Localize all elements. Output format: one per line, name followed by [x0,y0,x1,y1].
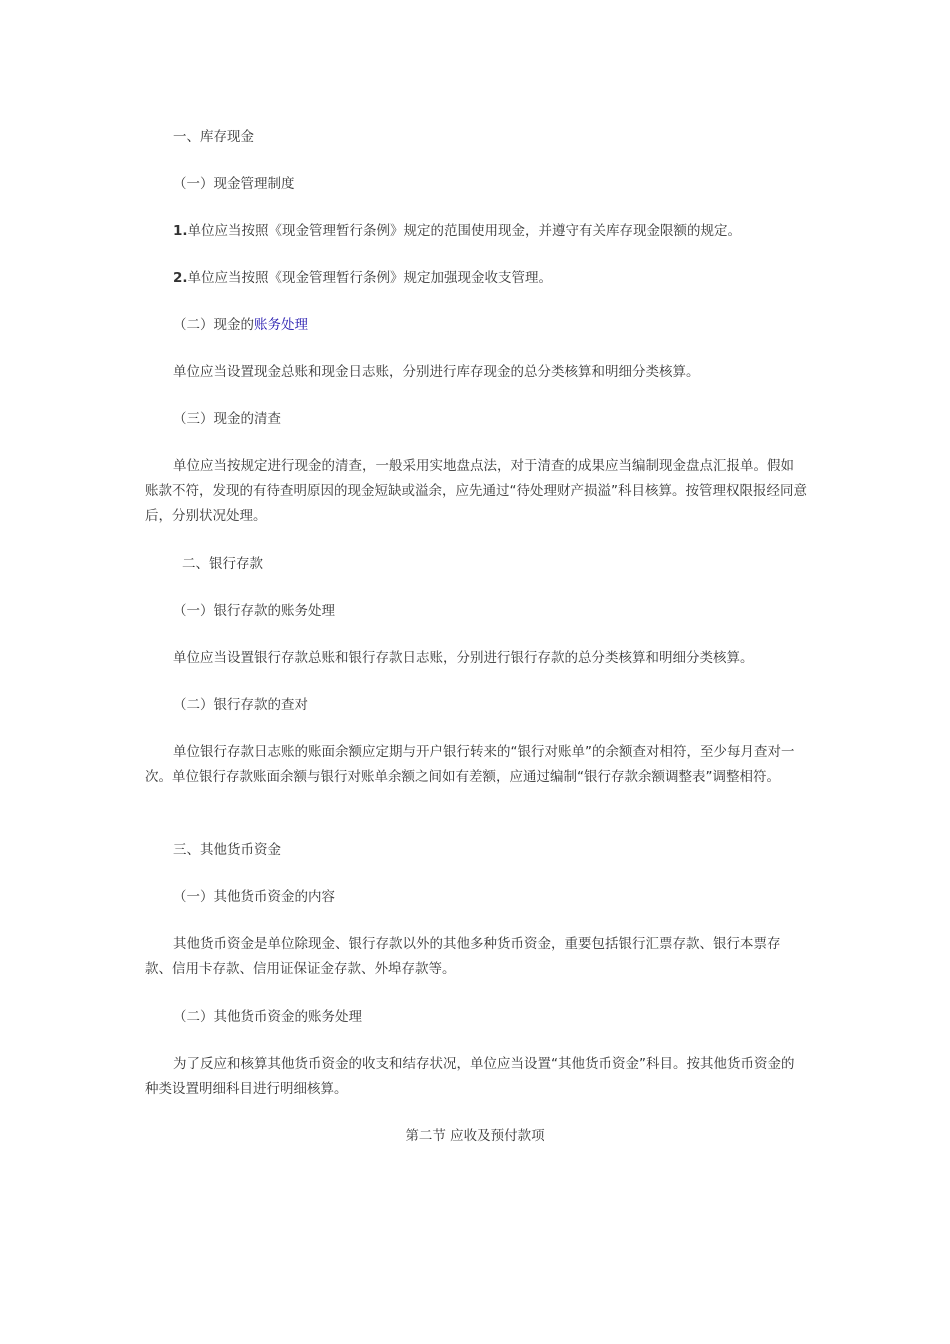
subheading-cash-accounting [173,315,308,335]
paragraph-bank-reconcile: 单位银行存款日志账的账面余额应定期与开户银行转来的“银行对账单”的余额查对相符，至少每月查对一次。单位银行存款账面余额与银行对账单余额之间如有差额，应通过编制“银行存款余额调整表”调整相符。 [145,744,795,785]
list-item-1 [173,221,741,241]
section-heading-bank: 二、银行存款 [182,556,263,572]
subheading-other-funds-content: （一）其他货币资金的内容 [173,889,335,905]
paragraph-other-funds-accounting: 为了反应和核算其他货币资金的收支和结存状况，单位应当设置“其他货币资金”科目。按其他货币资金的种类设置明细科目进行明细核算。 [145,1056,795,1097]
list-item-2 [173,268,552,288]
list-item-number: 2. [173,270,188,286]
subheading-prefix: （二）现金的 [173,317,254,333]
paragraph-bank-ledger: 单位应当设置银行存款总账和银行存款日志账，分别进行银行存款的总分类核算和明细分类核算。 [173,650,754,666]
subheading-cash-management: （一）现金管理制度 [173,176,295,192]
subheading-bank-accounting: （一）银行存款的账务处理 [173,603,335,619]
list-item-number: 1. [173,223,188,239]
next-section-title: 第二节 应收及预付款项 [405,1128,545,1144]
list-item-text: 单位应当按照《现金管理暂行条例》规定的范围使用现金，并遵守有关库存现金限额的规定。 [187,223,742,239]
accounting-link[interactable]: 账务处理 [254,317,308,333]
section-heading-other-funds: 三、其他货币资金 [173,842,281,858]
section-heading-cash: 一、库存现金 [173,129,254,145]
paragraph-cash-ledger: 单位应当设置现金总账和现金日志账，分别进行库存现金的总分类核算和明细分类核算。 [173,364,700,380]
paragraph-cash-check: 单位应当按规定进行现金的清查，一般采用实地盘点法，对于清查的成果应当编制现金盘点汇报单。假如账款不符，发现的有待查明原因的现金短缺或溢余，应先通过“待处理财产损溢”科目核算。按管理权限报经同意后，分别状况处理。 [145,458,807,524]
paragraph-other-funds-content: 其他货币资金是单位除现金、银行存款以外的其他多种货币资金，重要包括银行汇票存款、银行本票存款、信用卡存款、信用证保证金存款、外埠存款等。 [145,936,781,977]
subheading-cash-check: （三）现金的清查 [173,411,281,427]
subheading-other-funds-accounting: （二）其他货币资金的账务处理 [173,1009,362,1025]
subheading-bank-reconcile: （二）银行存款的查对 [173,697,308,713]
list-item-text: 单位应当按照《现金管理暂行条例》规定加强现金收支管理。 [187,270,553,286]
